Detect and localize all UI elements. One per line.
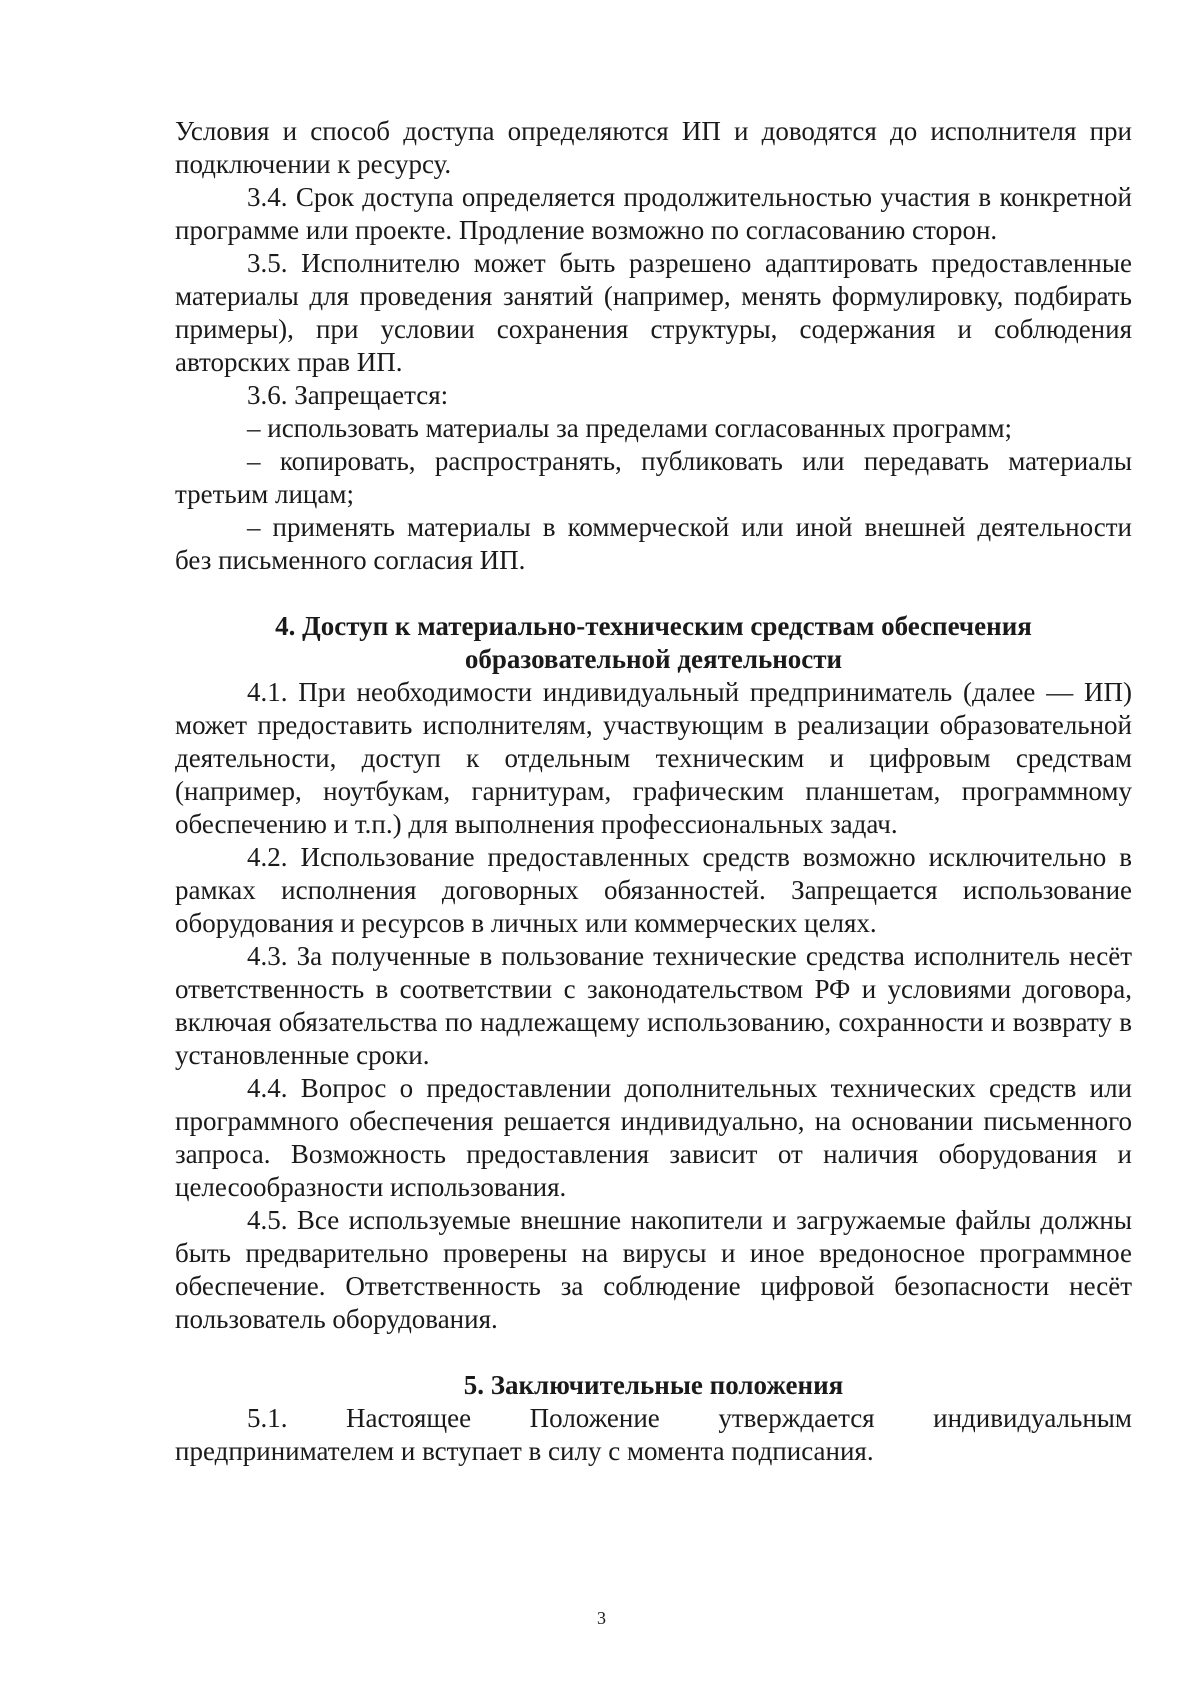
- paragraph-4-3: 4.3. За полученные в пользование технические средства исполнитель несёт ответственность в соответствии с законодательством РФ и условиями договора, включая обязательства по надлежащему использованию, сохранности и возврату в установленные сроки.: [175, 941, 1132, 1070]
- section-spacer: [175, 1336, 1132, 1369]
- paragraph-3-5: 3.5. Исполнителю может быть разрешено адаптировать предоставленные материалы для проведения занятий (например, менять формулировку, подбирать примеры), при условии сохранения структуры, содержания и соблюдения авторских прав ИП.: [175, 248, 1132, 377]
- list-item: – использовать материалы за пределами согласованных программ;: [247, 413, 1013, 443]
- section-4-heading-line1: 4. Доступ к материально-техническим средствам обеспечения: [275, 611, 1032, 641]
- paragraph-5-1: 5.1. Настоящее Положение утверждается индивидуальным предпринимателем и вступает в силу с момента подписания.: [175, 1403, 1132, 1466]
- paragraph-3-4: 3.4. Срок доступа определяется продолжительностью участия в конкретной программе или проекте. Продление возможно по согласованию сторон.: [175, 182, 1132, 245]
- list-item: – копировать, распространять, публиковать или передавать материалы третьим лицам;: [175, 446, 1132, 509]
- section-4-heading-line2: образовательной деятельности: [464, 644, 843, 674]
- paragraph-4-1: 4.1. При необходимости индивидуальный предприниматель (далее — ИП) может предоставить исполнителям, участвующим в реализации образовательной деятельности, доступ к отдельным техническим и цифровым средствам (например, ноутбукам, гарнитурам, графическим планшетам, программному обеспечению и т.п.) для выполнения профессиональных задач.: [175, 677, 1132, 839]
- paragraph-3-3-continuation: Условия и способ доступа определяются ИП и доводятся до исполнителя при подключении к ресурсу.: [175, 116, 1132, 179]
- section-5-heading: 5. Заключительные положения: [463, 1370, 844, 1400]
- paragraph-4-4: 4.4. Вопрос о предоставлении дополнительных технических средств или программного обеспечения решается индивидуально, на основании письменного запроса. Возможность предоставления зависит от наличия оборудования и целесообразности использования.: [175, 1073, 1132, 1202]
- page-content: [175, 115, 1132, 1468]
- paragraph-4-2: 4.2. Использование предоставленных средств возможно исключительно в рамках исполнения договорных обязанностей. Запрещается использование оборудования и ресурсов в личных или коммерческих целях.: [175, 842, 1132, 938]
- paragraph-4-5: 4.5. Все используемые внешние накопители и загружаемые файлы должны быть предварительно проверены на вирусы и иное вредоносное программное обеспечение. Ответственность за соблюдение цифровой безопасности несёт пользователь оборудования.: [175, 1205, 1132, 1334]
- section-spacer: [175, 577, 1132, 610]
- page-number: 3: [597, 1608, 606, 1628]
- paragraph-3-6: 3.6. Запрещается:: [247, 380, 449, 410]
- list-item: – применять материалы в коммерческой или иной внешней деятельности без письменного согласия ИП.: [175, 512, 1132, 575]
